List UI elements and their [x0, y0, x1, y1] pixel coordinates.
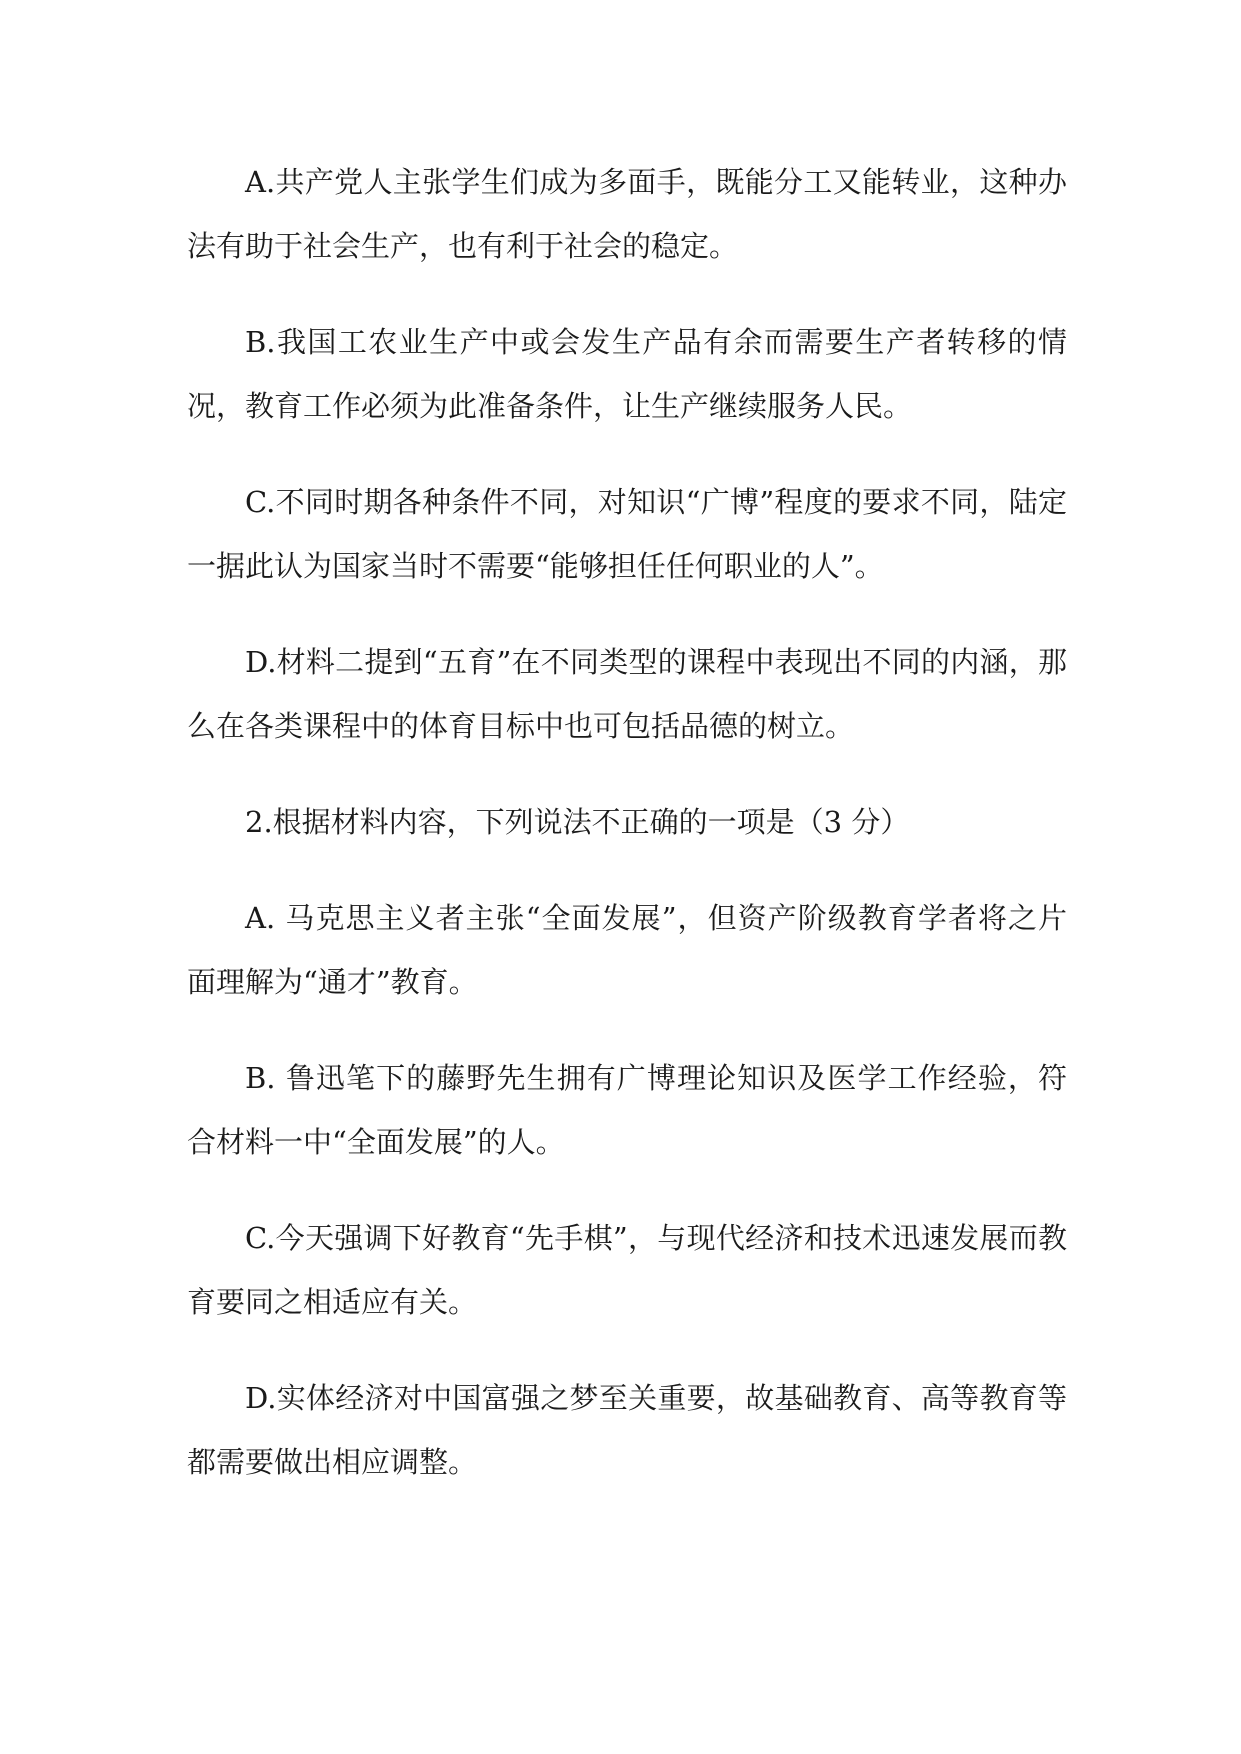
option-a-q1: A.共产党人主张学生们成为多面手，既能分工又能转业，这种办法有助于社会生产，也有利于社会的稳定。: [187, 165, 1067, 263]
option-d-q1: D.材料二提到“五育”在不同类型的课程中表现出不同的内涵，那么在各类课程中的体育目标中也可包括品德的树立。: [187, 645, 1067, 743]
document-body: [187, 150, 1067, 1526]
option-c-q1: C.不同时期各种条件不同，对知识“广博”程度的要求不同，陆定一据此认为国家当时不需要“能够担任任何职业的人”。: [187, 485, 1067, 583]
option-d-q2: D.实体经济对中国富强之梦至关重要，故基础教育、高等教育等都需要做出相应调整。: [187, 1381, 1067, 1479]
option-b-q1: B.我国工农业生产中或会发生产品有余而需要生产者转移的情况，教育工作必须为此准备条件，让生产继续服务人民。: [187, 325, 1067, 423]
question-2: 2.根据材料内容，下列说法不正确的一项是（3 分）: [245, 805, 910, 839]
option-c-q2: C.今天强调下好教育“先手棋”，与现代经济和技术迅速发展而教育要同之相适应有关。: [187, 1221, 1067, 1319]
option-a-q2: A. 马克思主义者主张“全面发展”，但资产阶级教育学者将之片面理解为“通才”教育。: [187, 901, 1067, 999]
option-b-q2: B. 鲁迅笔下的藤野先生拥有广博理论知识及医学工作经验，符合材料一中“全面发展”的人。: [187, 1061, 1067, 1159]
